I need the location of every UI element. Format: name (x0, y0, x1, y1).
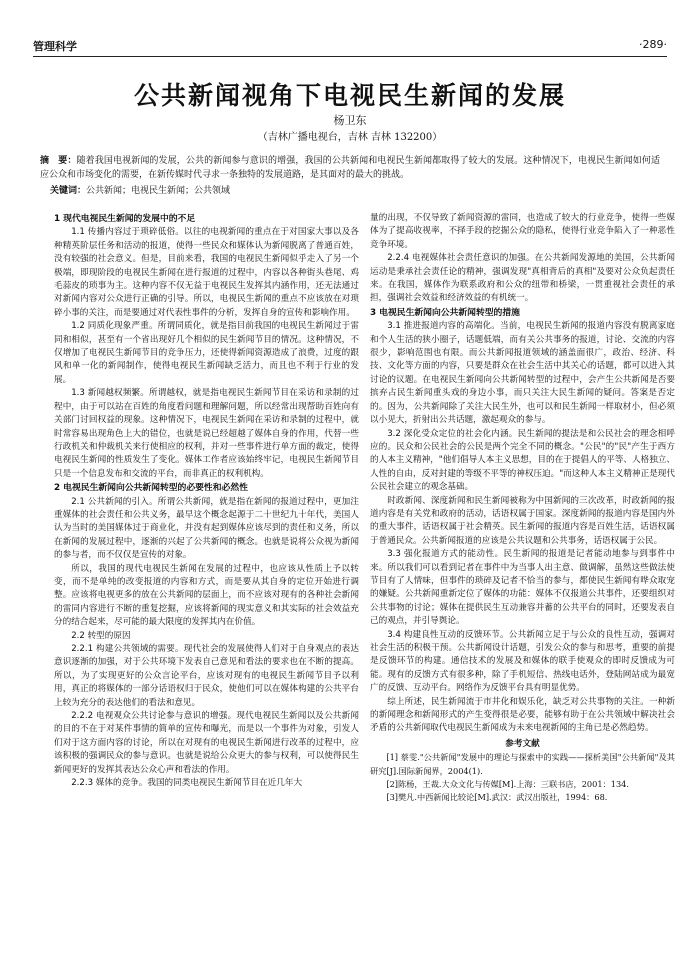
body-column-right (370, 212, 675, 912)
keywords (50, 184, 660, 198)
section-heading: 2 电视民生新闻向公共新闻转型的必要性和必然性 (54, 483, 248, 494)
paragraph: 3.1 推进报道内容的高端化。当前，电视民生新闻的报道内容没有脱离家庭和个人生活的狭小圈子，话题低端，而有关公共事务的报道，讨论、交流的内容很少，影响范围也有限。而公共新闻报道领域的涵盖面很广，政治、经济、科技、文化等方面的内容，只要是群众在社会生活中其关心的话题，都可以进入其讨论的议题。在电视民生新闻向公共新闻转型的过程中，会产生公共新闻是否要摈弃占民生新闻重头戏的身边小事，而只关注大民生新闻的疑问。答案是否定的。因为，公共新闻除了关注大民生外，也可以和民生新闻一样取材小，但必须以小见大，折射出公共话题，激起观众的参与。 (370, 321, 675, 426)
header-rule (33, 56, 667, 57)
body-column-left (54, 212, 359, 912)
paragraph: 2.2 转型的原因 (71, 630, 131, 641)
article-title: 公共新闻视角下电视民生新闻的发展 (133, 81, 566, 110)
paragraph: 2.2.3 媒体的竞争。我国的同类电视民生新闻节目在近几年大 (71, 778, 303, 789)
reference-item: [2]陈杨，王裁.大众文化与传媒[M].上海：三联书店，2001：134. (386, 779, 629, 790)
section-heading: 3 电视民生新闻向公共新闻转型的措施 (370, 307, 520, 318)
author-name: 杨卫东 (333, 114, 367, 127)
paragraph: 3.2 深化受众定位的社会化内涵。民生新闻的提法是和公民社会的理念相呼应的。民众和公民社会的公民是两个完全不同的概念。"公民"的"民"产生于西方的人本主义精神，"他们倡导人本主义思想，目的在于提倡人的平等、人格独立、人性的自由，反对封建的等级不平等的神权压迫。"而这种人本主义精神正是现代公民社会建立的观念基础。 (370, 428, 675, 493)
author-affiliation: （吉林广播电视台，吉林 吉林 132200） (257, 132, 443, 143)
paragraph: 综上所述，民生新闻流于市井化和娱乐化，缺乏对公共事物的关注。一种新的新闻理念和新闻形式的产生变得很是必要，能够有助于在公共领域中解决社会矛盾的公共新闻取代电视民生新闻成为未来电视新闻的主角已是必然趋势。 (370, 696, 675, 734)
paragraph: 2.2.4 电视媒体社会责任意识的加强。在公共新闻发源地的美国，公共新闻运动是秉承社会责任论的精神，强调发现"真相背后的真相"及要对公众负起责任来。在我国，媒体作为联系政府和公众的纽带和桥梁，一贯重视社会责任的承担，强调社会效益和经济效益的有机统一。 (370, 253, 675, 304)
running-header (33, 38, 667, 54)
abstract-label: 摘 要： (40, 156, 77, 166)
reference-item: [3]樊凡.中西新闻比较论[M].武汉：武汉出版社，1994：68. (386, 792, 608, 803)
paragraph: 2.2.2 电视观众公共讨论参与意识的增强。现代电视民生新闻以及公共新闻的目的不在于对某件事情的简单的宣传和曝光，而是以一个事件为对象，引发人们对于这方面内容的讨论，所以在对现有的电视民生新闻进行改革的过程中，应该积极的强调民众的参与意识。也就是说给公众更大的参与权利，可以使得民生新闻更好的发挥其表达公众心声和看法的作用。 (54, 711, 359, 775)
paragraph-continuation: 量的出现，不仅导致了新闻资源的雷同，也造成了较大的行业竞争，使得一些媒体为了提高收视率，不择手段的挖掘公众的隐私，使得行业竞争陷入了一种恶性竞争环境。 (370, 213, 675, 250)
paragraph: 2.2.1 构建公共领域的需要。现代社会的发展使得人们对于自身观点的表达意识逐渐的加强，对于公共环境下发表自己意见和看法的要求也在不断的提高。所以，为了实现更好的公众言论平台，应该对现有的电视民生新闻节目予以利用，真正的将媒体的一部分话语权归于民众，使他们可以在媒体构建的公共平台上较为充分的表达他们的看法和意见。 (54, 644, 359, 708)
paragraph: 2.1 公共新闻的引入。所谓公共新闻，就是指在新闻的报道过程中，更加注重媒体的社会责任和公共义务，最早这个概念起源于二十世纪九十年代，美国人认为当时的美国媒体过于商业化，并没有起到媒体应该尽到的责任和义务，所以在新闻的发展过程中，逐渐的兴起了公共新闻的概念。也就是说将公众视为新闻的参与者，而不仅仅是宣传的对象。 (54, 496, 359, 561)
journal-name: 管理科学 (33, 40, 77, 53)
abstract-text: 随着我国电视新闻的发展，公共的新闻参与意识的增强，我国的公共新闻和电视民生新闻都取得了较大的发展。这种情况下，电视民生新闻如何适应公众和市场变化的需要，在新传媒时代寻求一条独特的发展道路，是其面对的最大的挑战。 (40, 156, 660, 180)
reference-item: [1] 蔡雯."公共新闻"发展中的理论与探索中的实践——探析美国"公共新闻"及其研究[J].国际新闻界，2004(1). (370, 752, 675, 776)
paragraph: 1.2 同质化现象严重。所谓同质化，就是指目前我国的电视民生新闻过于雷同和相似，甚至有一个省出现好几个相似的民生新闻节目的情况。这种情况，不仅增加了电视民生新闻节目的竞争压力，还使得新闻资源造成了浪费，过度的跟风和单一化的新闻制作，使得电视民生新闻缺乏活力，而且也不利于行业的发展。 (54, 321, 359, 385)
paragraph: 3.4 构建良性互动的反馈环节。公共新闻立足于与公众的良性互动，强调对社会生活的积极干预。公共新闻设计话题，引发公众的参与和思考，重要的前提是反馈环节的构建。通信技术的发展及和媒体的联手使观众的即时反馈成为可能。现有的反馈方式有很多种，除了手机短信、热线电话外，登陆网站成为最宽广的反馈、互动平台。网络作为反馈平台具有明显优势。 (370, 629, 675, 694)
paragraph: 1.3 新闻越权频繁。所谓越权，就是指电视民生新闻节目在采访和录制的过程中，由于可以站在百姓的角度看问题和理解问题，所以经常出现帮助百姓向有关部门讨回权益的现象。这种情况下，电视民生新闻在采访和录制的过程中，就时常容易出现角色上大的错位，也就是说已经超越了媒体自身的作用，代替一些行政机关和仲裁机关来行使相应的权利，并对一些事件进行单方面的裁定，使得电视民生新闻的性质发生了变化。媒体工作者应该始终牢记，电视民生新闻节目只是一个信息发布和交流的平台，而非真正的权利机构。 (54, 388, 359, 479)
abstract (40, 154, 660, 182)
section-heading: 1 现代电视民生新闻的发展中的不足 (54, 214, 196, 224)
references-heading: 参考文献 (505, 738, 540, 749)
paragraph: 1.1 传播内容过于琐碎低俗。以往的电视新闻的重点在于对国家大事以及各种精英阶层任务和活动的报道，使得一些民众和媒体认为新闻脱离了普通百姓，没有较强的社会意义。但是，目前来看，我国的电视民生新闻似乎走入了另一个极端，即现阶段的电视民生新闻在进行报道的过程中，内容以各种街头巷尾、鸡毛蒜皮的琐事为主。这种内容不仅无益于电视民生发挥其内涵作用，还无法通过对新闻内容对公众进行正确的引导。所以，电视民生新闻的重点不应该放在对琐碎小事的关注，而是要通过对代表性事件的分析，发挥自身的宣传和影响作用。 (54, 227, 359, 318)
page-number: ·289· (639, 38, 667, 51)
paragraph: 时政新闻、深度新闻和民生新闻被称为中国新闻的三次改革，时政新闻的报道内容是有关党和政府的活动，话语权属于国家。深度新闻的报道内容是国内外的重大事件，话语权属于社会精英。民生新闻的报道内容是百姓生活，话语权属于普通民众。公共新闻报道的应该是公共议题和公共事务，话语权属于公民。 (370, 495, 675, 546)
keywords-label: 关键词： (50, 186, 87, 196)
paragraph: 3.3 强化报道方式的能动性。民生新闻的报道是记者能动地参与到事件中来。所以我们可以看到记者在事件中为当事人出主意、做调解，虽然这些做法使节目有了人情味，但事件的琐碎及记者不恰当的参与，都使民生新闻有哗众取宠的嫌疑。公共新闻重新定位了媒体的功能：媒体不仅报道公共事件，还要组织对公共事物的讨论；媒体在提供民生互动兼容并蓄的公共平台的同时，还要发表自己的观点，并引导舆论。 (370, 549, 675, 627)
keywords-text: 公共新闻；电视民生新闻；公共领域 (86, 186, 231, 196)
paragraph: 所以，我国的现代电视民生新闻在发展的过程中，也应该从性质上予以转变，而不是单纯的改变报道的内容和方式，而是要从其自身的定位开始进行调整。应该将电视更多的放在公共新闻的层面上，而不应该对现有的各种社会新闻的雷同内容进行不断的重复挖掘，应该将新闻的现实意义和其实际的社会效益充分的结合起来，尽可能的最大限度的发挥其内在价值。 (54, 563, 359, 628)
